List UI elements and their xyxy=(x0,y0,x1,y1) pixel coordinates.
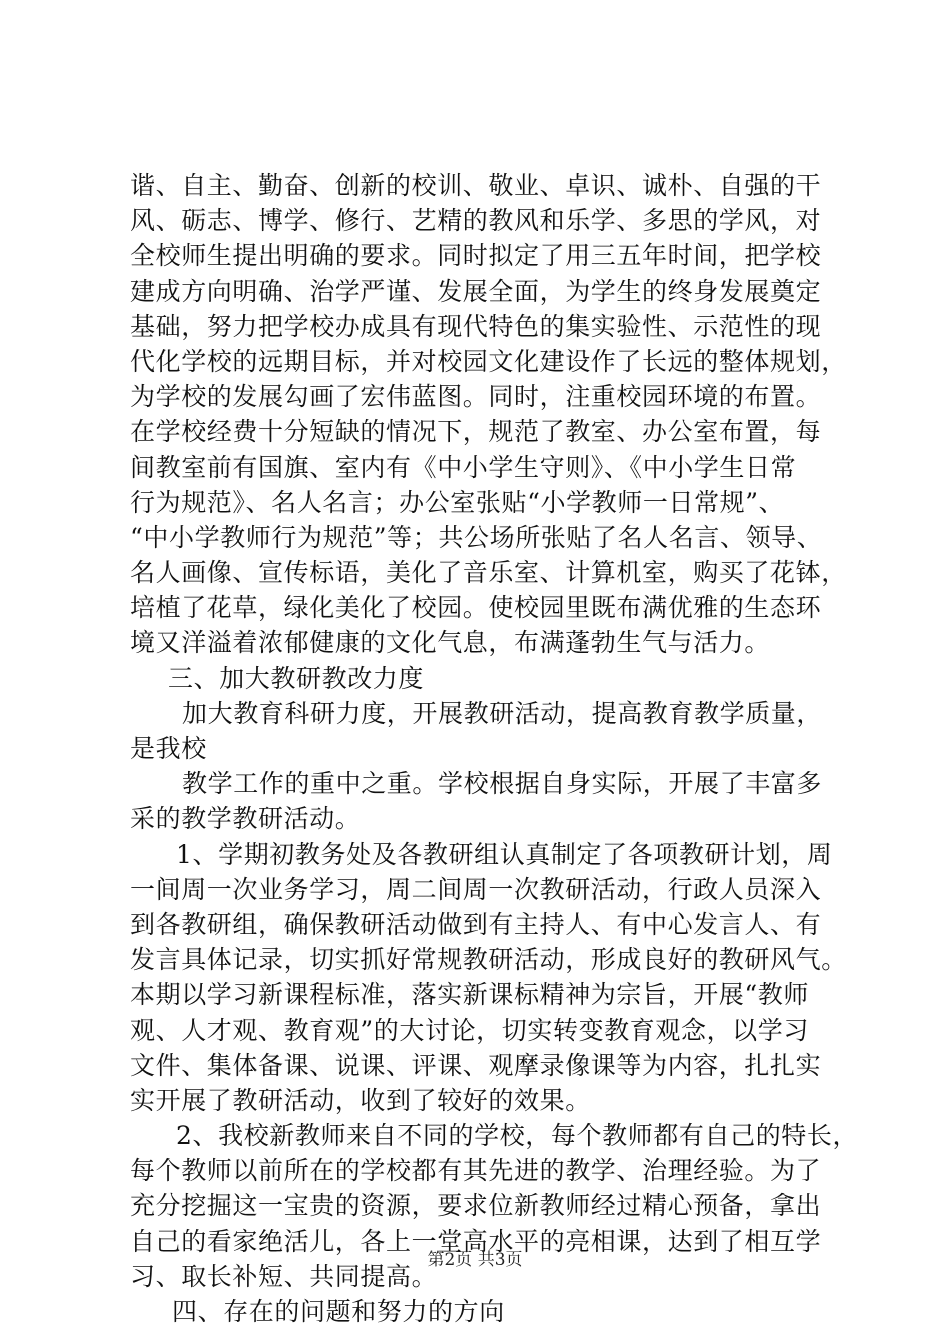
text-line: 是我校 xyxy=(130,734,207,763)
text-line: 基础，努力把学校办成具有现代特色的集实验性、示范性的现 xyxy=(130,311,822,341)
text-line: 名人画像、宣传标语，美化了音乐室、计算机室，购买了花钵， xyxy=(130,558,847,588)
text-line: 在学校经费十分短缺的情况下，规范了教室、办公室布置，每 xyxy=(130,417,822,447)
text-line: 加大教育科研力度，开展教研活动，提高教育教学质量， xyxy=(182,698,823,728)
text-line: 每个教师以前所在的学校都有其先进的教学、治理经验。为了 xyxy=(130,1156,822,1186)
text-line: 行为规范》、名人名言；办公室张贴“小学教师一日常规”、 xyxy=(130,487,785,517)
text-line: 充分挖掘这一宝贵的资源，要求位新教师经过精心预备，拿出 xyxy=(130,1191,822,1221)
text-line: 境又洋溢着浓郁健康的文化气息，布满蓬勃生气与活力。 xyxy=(130,628,771,658)
text-line: 培植了花草，绿化美化了校园。使校园里既布满优雅的生态环 xyxy=(130,593,822,623)
text-line: 发言具体记录，切实抓好常规教研活动，形成良好的教研风气。 xyxy=(130,945,847,975)
text-line: 2、我校新教师来自不同的学校，每个教师都有自己的特长， xyxy=(176,1121,859,1151)
text-line: 三、加大教研教改力度 xyxy=(168,663,425,693)
text-line: 一间周一次业务学习，周二间周一次教研活动，行政人员深入 xyxy=(130,874,822,904)
text-line: 谐、自主、勤奋、创新的校训、敬业、卓识、诚朴、自强的干 xyxy=(130,171,822,200)
text-line: 建成方向明确、治学严谨、发展全面，为学生的终身发展奠定 xyxy=(130,276,822,306)
text-line: 风、砺志、博学、修行、艺精的教风和乐学、多思的学风，对 xyxy=(130,206,822,236)
text-line: 本期以学习新课程标准，落实新课标精神为宗旨，开展“教师 xyxy=(130,980,809,1010)
text-line: 自己的看家绝活儿，各上一堂高水平的亮相课，达到了相互学 xyxy=(130,1226,822,1256)
text-line: 习、取长补短、共同提高。 xyxy=(130,1261,438,1291)
text-line: 为学校的发展勾画了宏伟蓝图。同时，注重校园环境的布置。 xyxy=(130,382,822,412)
text-line: 四、存在的问题和努力的方向 xyxy=(172,1297,505,1326)
text-line: 代化学校的远期目标，并对校园文化建设作了长远的整体规划， xyxy=(130,346,847,376)
page-footer: 第2页 共3页 xyxy=(427,1250,523,1270)
text-line: 采的教学教研活动。 xyxy=(130,804,361,834)
text-line: 1、学期初教务处及各教研组认真制定了各项教研计划，周 xyxy=(176,839,833,869)
text-line: 间教室前有国旗、室内有《中小学生守则》、《中小学生日常 xyxy=(130,452,797,482)
text-line: 文件、集体备课、说课、评课、观摩录像课等为内容，扎扎实 xyxy=(130,1050,822,1080)
text-line: 全校师生提出明确的要求。同时拟定了用三五年时间，把学校 xyxy=(130,241,822,271)
text-line: 观、人才观、教育观”的大讨论，切实转变教育观念，以学习 xyxy=(130,1015,809,1045)
text-line: “中小学教师行为规范”等；共公场所张贴了名人名言、领导、 xyxy=(130,522,823,552)
text-line: 教学工作的重中之重。学校根据自身实际，开展了丰富多 xyxy=(182,769,823,799)
document-body xyxy=(130,168,870,1329)
text-line: 到各教研组，确保教研活动做到有主持人、有中心发言人、有 xyxy=(130,909,822,939)
text-line: 实开展了教研活动，收到了较好的效果。 xyxy=(130,1085,591,1115)
